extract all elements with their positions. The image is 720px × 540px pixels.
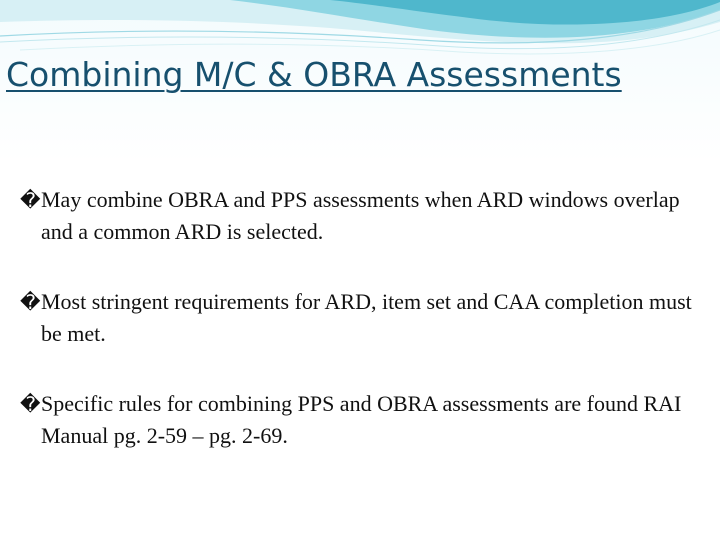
bullet-marker: � — [20, 188, 41, 212]
slide-title: Combining M/C & OBRA Assessments — [6, 55, 622, 94]
bullet-item — [20, 184, 700, 248]
bullet-item — [20, 286, 700, 350]
bullet-marker: � — [20, 290, 41, 314]
bullet-marker: � — [20, 392, 41, 416]
bullet-text: May combine OBRA and PPS assessments when ARD windows overlap and a common ARD is selected. — [41, 187, 680, 244]
bullet-item — [20, 388, 700, 452]
decorative-wave-header — [0, 0, 720, 60]
bullet-list — [20, 184, 700, 490]
bullet-text: Most stringent requirements for ARD, item set and CAA completion must be met. — [41, 289, 692, 346]
bullet-text: Specific rules for combining PPS and OBRA assessments are found RAI Manual pg. 2-59 – pg. 2-69. — [41, 391, 682, 448]
